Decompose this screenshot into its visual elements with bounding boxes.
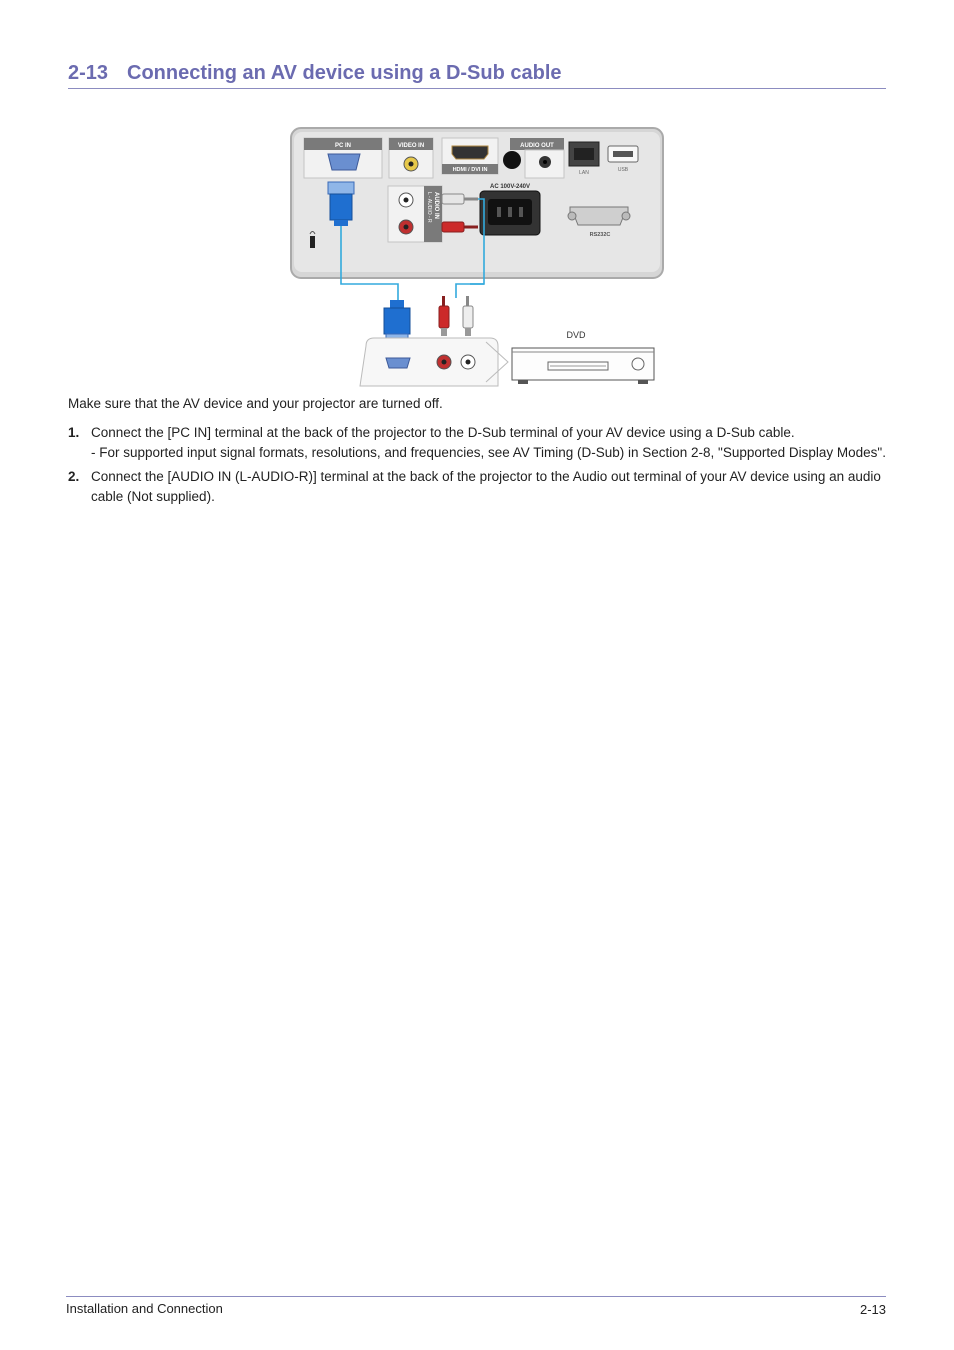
section-heading: Connecting an AV device using a D-Sub cable: [127, 62, 562, 84]
intro-text: Make sure that the AV device and your projector are turned off.: [68, 396, 443, 411]
page-footer: [66, 1296, 886, 1316]
audio-plug-red-icon: [442, 222, 464, 232]
usb-label: USB: [617, 167, 629, 173]
connection-diagram: [288, 124, 668, 390]
step-number: 1.: [68, 425, 80, 440]
lock-icon: [310, 236, 315, 248]
step-number: 2.: [68, 469, 80, 484]
list-item: [68, 467, 886, 507]
ac-label: AC 100V-240V: [489, 184, 531, 190]
audio-in-sublabel: L - AUDIO - R: [426, 192, 432, 223]
audio-plug-device-red-icon: [439, 306, 449, 328]
step-note: - For supported input signal formats, resolutions, and frequencies, see AV Timing (D-Sub) in Section 2-8, "Supported Display Modes".: [91, 445, 886, 460]
dvd-label: DVD: [566, 330, 586, 340]
dsub-plug-device-icon: [384, 308, 410, 334]
pc-in-label: PC IN: [334, 143, 352, 149]
section-number: 2-13: [68, 62, 109, 84]
audio-plug-white-icon: [442, 194, 464, 204]
lan-label: LAN: [579, 170, 589, 176]
rs232c-port-icon: [570, 207, 628, 225]
av-device-panel: [360, 338, 498, 386]
dsub-plug-top-icon: [328, 182, 354, 194]
av-device-dsub-port-icon: [386, 358, 410, 368]
section-title: [68, 62, 886, 89]
hdmi-label: HDMI / DVI IN: [452, 167, 488, 173]
audio-out-label: AUDIO OUT: [520, 143, 554, 149]
page-number: 2-13: [859, 1302, 886, 1317]
footer-chapter: Installation and Connection: [66, 1301, 223, 1316]
step-list: [68, 423, 886, 511]
pc-in-port-icon: [328, 154, 360, 170]
rs232c-label: RS232C: [589, 232, 611, 238]
audio-out-knob-icon: [503, 151, 521, 169]
video-in-label: VIDEO IN: [397, 143, 425, 149]
step-text: Connect the [AUDIO IN (L-AUDIO-R)] terminal at the back of the projector to the Audio out terminal of your AV device using an audio cable (Not supplied).: [91, 469, 881, 504]
audio-plug-device-white-icon: [463, 306, 473, 328]
step-text: Connect the [PC IN] terminal at the back of the projector to the D-Sub terminal of your AV device using a D-Sub cable.: [91, 425, 795, 440]
hdmi-port-icon: [452, 146, 488, 159]
dvd-player-icon: [512, 348, 654, 380]
list-item: [68, 423, 886, 463]
audio-in-label: AUDIO IN: [433, 192, 439, 219]
